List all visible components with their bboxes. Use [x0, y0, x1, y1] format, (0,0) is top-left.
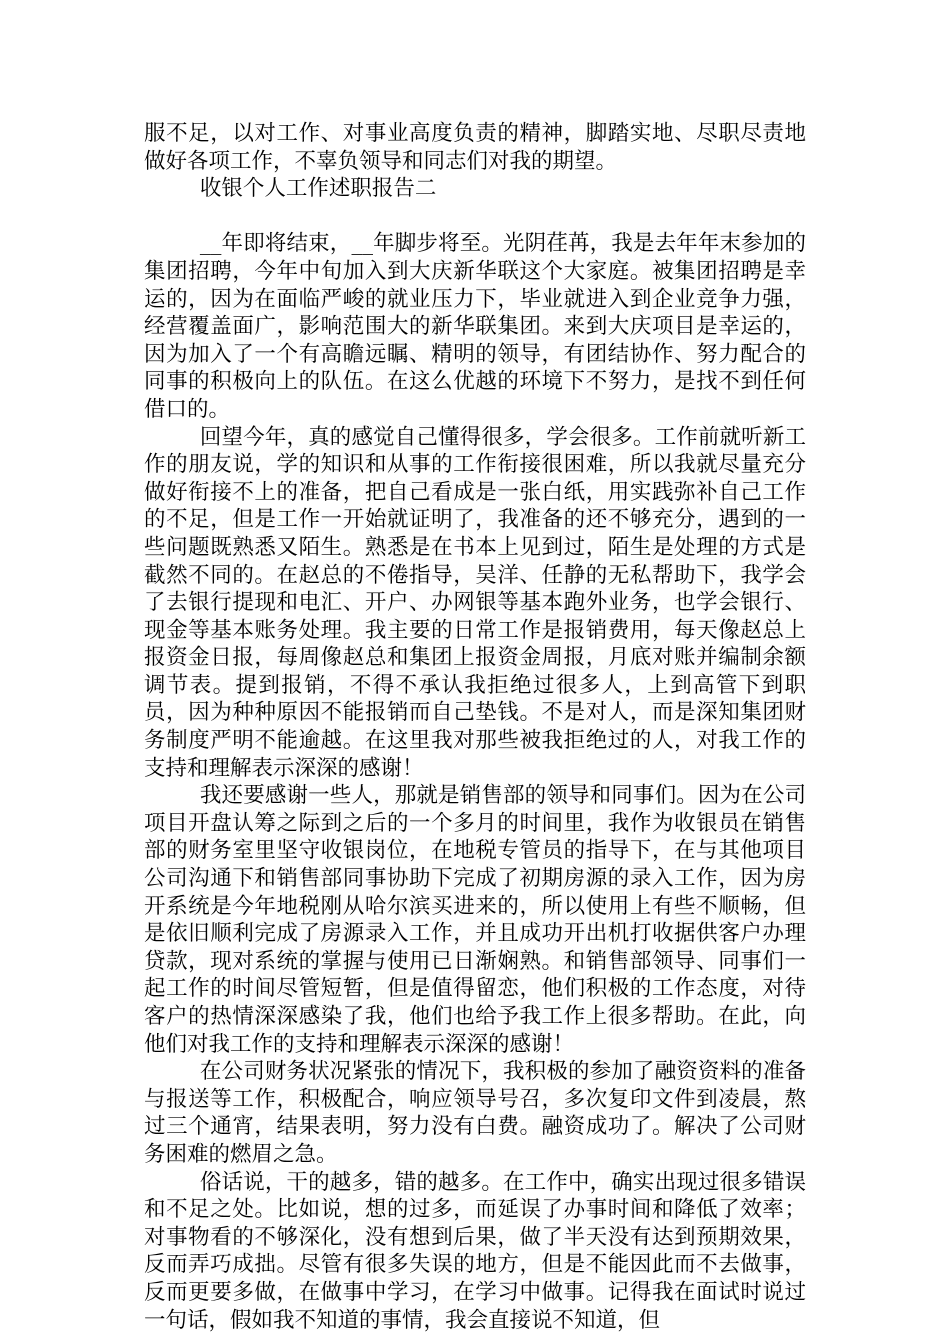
body-paragraph-1: __年即将结束，__年脚步将至。光阴荏苒，我是去年年末参加的集团招聘，今年中旬加入到大庆新华联这个大家庭。被集团招聘是幸运的，因为在面临严峻的就业压力下，毕业就进入到企业竞争力强，经营覆盖面广，影响范围大的新华联集团。来到大庆项目是幸运的，因为加入了一个有高瞻远瞩、精明的领导，有团结协作、努力配合的同事的积极向上的队伍。在这么优越的环境下不努力，是找不到任何借口的。 — [144, 231, 806, 422]
document-page — [144, 120, 806, 1334]
body-paragraph-2: 回望今年，真的感觉自己懂得很多，学会很多。工作前就听新工作的朋友说，学的知识和从事的工作衔接很困难，所以我就尽量充分做好衔接不上的准备，把自己看成是一张白纸，用实践弥补自己工作的不足，但是工作一开始就证明了，我准备的还不够充分，遇到的一些问题既熟悉又陌生。熟悉是在书本上见到过，陌生是处理的方式是截然不同的。在赵总的不倦指导，吴洋、任静的无私帮助下，我学会了去银行提现和电汇、开户、办网银等基本跑外业务，也学会银行、现金等基本账务处理。我主要的日常工作是报销费用，每天像赵总上报资金日报，每周像赵总和集团上报资金周报，月底对账并编制余额调节表。提到报销，不得不承认我拒绝过很多人，上到高管下到职员，因为种种原因不能报销而自己垫钱。不是对人，而是深知集团财务制度严明不能逾越。在这里我对那些被我拒绝过的人，对我工作的支持和理解表示深深的感谢！ — [144, 424, 806, 781]
body-paragraph-4: 在公司财务状况紧张的情况下，我积极的参加了融资资料的准备与报送等工作，积极配合，响应领导号召，多次复印文件到凌晨，熬过三个通宵，结果表明，努力没有白费。融资成功了。解决了公司财务困难的燃眉之急。 — [144, 1059, 806, 1167]
section-title: 收银个人工作述职报告二 — [199, 176, 437, 202]
opening-paragraph: 服不足，以对工作、对事业高度负责的精神，脚踏实地、尽职尽责地做好各项工作，不辜负领导和同志们对我的期望。 — [144, 121, 806, 174]
blank-line — [144, 203, 806, 231]
body-paragraph-5: 俗话说，干的越多，错的越多。在工作中，确实出现过很多错误和不足之处。比如说，想的过多，而延误了办事时间和降低了效率；对事物看的不够深化，没有想到后果，做了半天没有达到预期效果，反而弄巧成拙。尽管有很多失误的地方，但是不能因此而不去做事，反而更要多做，在做事中学习，在学习中做事。记得我在面试时说过一句话，假如我不知道的事情，我会直接说不知道，但 — [144, 1169, 806, 1333]
body-paragraph-3: 我还要感谢一些人，那就是销售部的领导和同事们。因为在公司项目开盘认筹之际到之后的一个多月的时间里，我作为收银员在销售部的财务室里坚守收银岗位，在地税专管员的指导下，在与其他项目公司沟通下和销售部同事协助下完成了初期房源的录入工作，因为房开系统是今年地税刚从哈尔滨买进来的，所以使用上有些不顺畅，但是依旧顺利完成了房源录入工作，并且成功开出机打收据供客户办理贷款，现对系统的掌握与使用已日渐娴熟。和销售部领导、同事们一起工作的时间尽管短暂，但是值得留恋，他们积极的工作态度，对待客户的热情深深感染了我，他们也给予我工作上很多帮助。在此，向他们对我工作的支持和理解表示深深的感谢！ — [144, 783, 806, 1057]
